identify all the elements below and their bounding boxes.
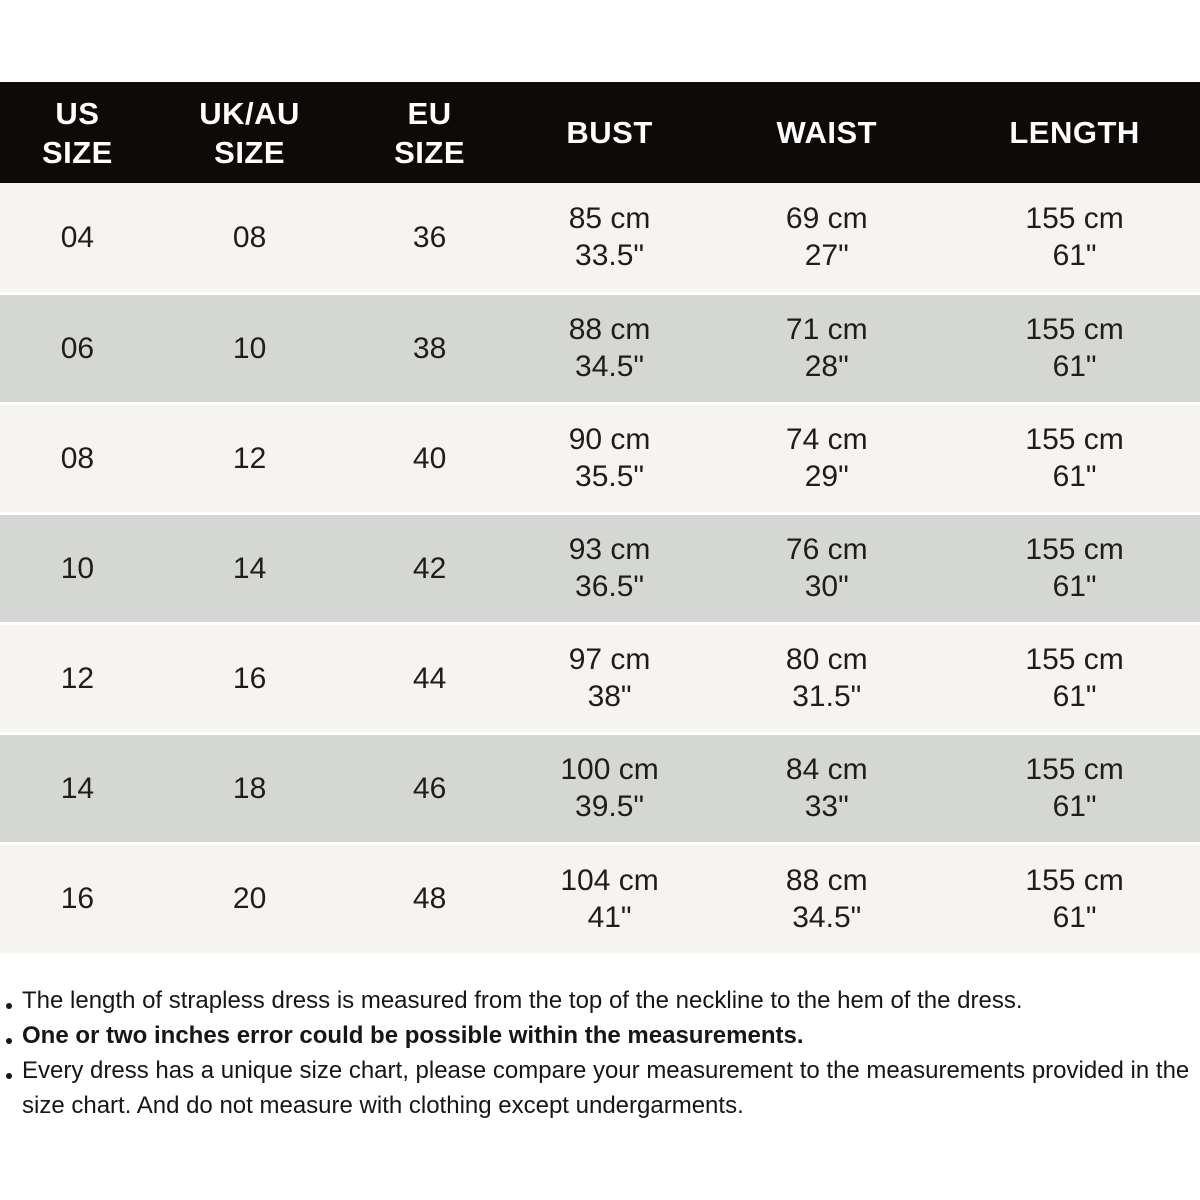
table-row [0,733,1200,843]
cell-length [949,733,1200,843]
header-us-size [0,82,155,183]
cell-eu-size [344,733,514,843]
measurement-cm: 100 cm [560,753,659,786]
measurement-inch: 28" [804,350,849,383]
measurement-inch: 61" [1052,570,1097,603]
measurement-cm: 80 cm [785,643,868,676]
header-eu-size [344,82,514,183]
size-value: 10 [232,331,267,365]
measurement-inch: 29" [804,460,849,493]
cell-length [949,623,1200,733]
cell-uk-au-size [155,843,345,953]
measurement-cm: 155 cm [1025,202,1124,236]
size-value: 44 [412,661,447,695]
cell-us-size [0,843,155,953]
header-label-line: SIZE [41,134,113,170]
size-chart-header [0,82,1200,183]
size-value: 46 [412,771,447,805]
measurement-cm: 88 cm [785,863,868,897]
measurement-inch: 33.5" [575,239,645,273]
header-label-line: US [55,95,100,131]
table-row [0,843,1200,953]
cell-uk-au-size [155,293,345,403]
cell-eu-size [344,183,514,293]
cell-length [949,843,1200,953]
measurement-cm: 155 cm [1025,643,1124,676]
header-label-line: UK/AU [199,95,300,131]
header-uk-au-size [155,82,345,183]
measurement-cm: 155 cm [1025,863,1124,897]
header-row [0,82,1200,183]
header-label-line: LENGTH [1009,115,1140,150]
cell-uk-au-size [155,733,345,843]
cell-eu-size [344,293,514,403]
table-row [0,403,1200,513]
size-value: 12 [232,441,267,475]
size-value: 16 [60,882,95,916]
measurement-cm: 155 cm [1025,313,1124,346]
cell-us-size [0,513,155,623]
header-waist [704,82,949,183]
measurement-cm: 76 cm [785,533,868,566]
measurement-inch: 35.5" [575,460,645,493]
cell-bust [515,843,705,953]
cell-us-size [0,733,155,843]
size-value: 48 [412,882,447,916]
size-table-body [0,183,1200,953]
cell-waist [704,733,949,843]
measurement-inch: 34.5" [575,350,645,383]
cell-bust [515,513,705,623]
measurement-cm: 74 cm [785,423,868,456]
size-value: 42 [412,551,447,585]
measurement-inch: 61" [1052,460,1097,493]
measurement-cm: 88 cm [568,313,651,346]
cell-waist [704,403,949,513]
table-row [0,513,1200,623]
cell-bust [515,733,705,843]
table-row [0,293,1200,403]
footnote-error-tolerance: One or two inches error could be possible within the measurements. [0,1018,1196,1053]
header-bust [515,82,705,183]
header-label-line: SIZE [214,134,286,170]
cell-uk-au-size [155,623,345,733]
measurement-cm: 93 cm [568,533,651,566]
table-row [0,183,1200,293]
size-value: 16 [232,661,267,695]
cell-length [949,293,1200,403]
cell-bust [515,183,705,293]
cell-uk-au-size [155,403,345,513]
size-value: 04 [60,220,95,254]
measurement-cm: 155 cm [1025,753,1124,786]
table-row [0,623,1200,733]
size-value: 40 [412,441,447,475]
size-value: 38 [412,331,447,365]
cell-length [949,403,1200,513]
measurement-cm: 104 cm [560,863,659,897]
measurement-cm: 90 cm [568,423,651,456]
measurement-inch: 38" [587,680,632,713]
cell-length [949,183,1200,293]
measurement-inch: 61" [1052,680,1097,713]
size-value: 08 [232,220,267,254]
size-value: 14 [232,551,267,585]
cell-eu-size [344,623,514,733]
cell-us-size [0,293,155,403]
measurement-cm: 155 cm [1025,533,1124,566]
size-value: 20 [232,882,267,916]
cell-eu-size [344,513,514,623]
measurement-cm: 84 cm [785,753,868,786]
header-length [949,82,1200,183]
measurement-inch: 61" [1052,350,1097,383]
cell-uk-au-size [155,513,345,623]
measurement-inch: 41" [587,900,632,934]
measurement-cm: 69 cm [785,202,868,236]
measurement-inch: 27" [804,239,849,273]
measurement-inch: 61" [1052,239,1097,273]
header-label-line: BUST [566,115,653,150]
cell-waist [704,293,949,403]
header-label-line: WAIST [776,115,878,150]
measurement-cm: 71 cm [785,313,868,346]
cell-us-size [0,403,155,513]
size-chart-table [0,82,1200,953]
header-label-line: EU [407,95,452,131]
cell-bust [515,403,705,513]
cell-uk-au-size [155,183,345,293]
footnote-length-measurement: The length of strapless dress is measured from the top of the neckline to the hem of the dress. [0,983,1196,1018]
size-value: 10 [60,551,95,585]
footnote-unique-size-chart: Every dress has a unique size chart, please compare your measurement to the measurements provided in the size chart. And do not measure with clothing except undergarments. [0,1053,1196,1123]
cell-waist [704,843,949,953]
header-label-line: SIZE [394,134,466,170]
measurement-inch: 30" [804,570,849,603]
cell-waist [704,183,949,293]
cell-us-size [0,183,155,293]
measurement-cm: 85 cm [568,202,651,236]
measurement-inch: 34.5" [792,900,862,934]
size-value: 06 [60,331,95,365]
measurement-cm: 97 cm [568,643,651,676]
cell-bust [515,623,705,733]
cell-us-size [0,623,155,733]
cell-eu-size [344,403,514,513]
cell-eu-size [344,843,514,953]
measurement-inch: 31.5" [792,680,862,713]
cell-waist [704,513,949,623]
measurement-inch: 61" [1052,790,1097,823]
size-value: 36 [412,220,447,254]
cell-bust [515,293,705,403]
measurement-inch: 39.5" [575,790,645,823]
size-value: 18 [232,771,267,805]
size-value: 12 [60,661,95,695]
measurement-inch: 61" [1052,900,1097,934]
cell-length [949,513,1200,623]
measurement-cm: 155 cm [1025,423,1124,456]
size-value: 14 [60,771,95,805]
cell-waist [704,623,949,733]
measurement-inch: 33" [804,790,849,823]
measurement-inch: 36.5" [575,570,645,603]
footnotes [0,983,1196,1123]
size-value: 08 [60,441,95,475]
